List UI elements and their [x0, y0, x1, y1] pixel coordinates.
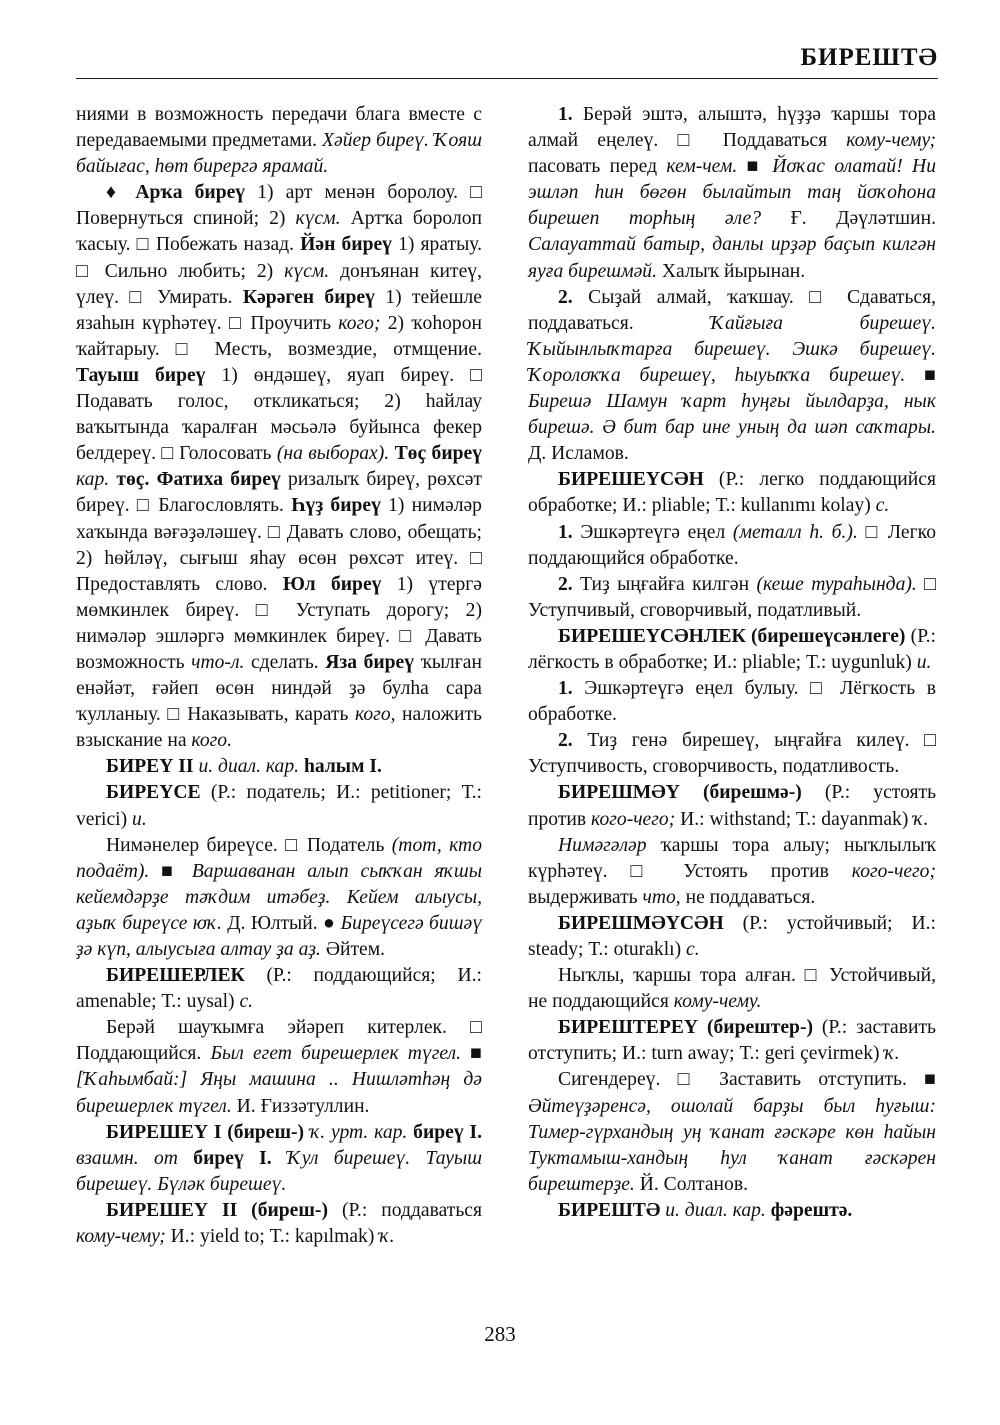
right-column-entry: БИРЕШМӘҮСӘН (Р.: устойчивый; И.: steady; Т.: oturaklı) с.: [528, 912, 936, 960]
right-column-entry: 1. Эшкәртеүгә еңел (металл һ. б.). □ Легко поддающийся обработке.: [528, 521, 936, 569]
right-column-entry: 2. Сыҙай алмай, ҡаҡшау. □ Сдаваться, поддаваться. Ҡайғыға бирешеү. Ҡыйынлыҡтарға бирешеү. Эшкә бирешеү. Ҡоролоҡҡа бирешеү, һыуыҡҡа бирешеү. ■ Бирешә Шамун ҡарт һуңғы йылдарҙа, нык бирешә. Ә бит бар ине уның да шәп саҡтары. Д. Исламов.: [528, 286, 936, 465]
running-head: БИРЕШТӘ: [800, 44, 938, 71]
left-column-entry: БИРЕҮСЕ (Р.: податель; И.: petitioner; Т.: verici) и.: [76, 782, 482, 830]
header-rule: [76, 78, 938, 79]
left-column-entry: Берәй шауҡымға эйәреп китерлек. □ Поддающийся. Был егет бирешерлек түгел. ■ [Ҡаһымбай:] Яңы машина .. Нишләтһәң дә бирешерлек түгел. И. Ғиззәтуллин.: [76, 1017, 482, 1117]
left-column: [76, 102, 482, 1250]
right-column-entry: БИРЕШМӘҮ (бирешмә-) (Р.: устоять против кого-чего; И.: withstand; Т.: dayanmak) ҡ.: [528, 782, 937, 830]
left-column-entry: Нимәнелер биреүсе. □ Податель (тот, кто подаёт). ■ Варшаванан алып сыҡҡан яҡшы кейемдәрҙе тәҡдим итәбеҙ. Кейем алыусы, аҙыҡ биреүсе юҡ. Д. Юлтый. ● Биреүсегә бишәү ҙә күп, алыусыға алтау ҙа аҙ. Әйтем.: [76, 834, 482, 960]
page-number: 283: [484, 1322, 516, 1346]
left-column-entry: БИРЕҮ II и. диал. кар. һалым I.: [106, 756, 382, 778]
right-column-entry: БИРЕШТЕРЕҮ (бирештер-) (Р.: заставить отступить; И.: turn away; Т.: geri çevirmek) ҡ.: [528, 1017, 936, 1065]
left-column-entry: ♦ Арҡа биреү 1) арт менән боролоу. □ Повернуться спиной; 2) күсм. Артҡа боролоп ҡасыу. □ Побежать назад. Йән биреү 1) яратыу. □ Сильно любить; 2) күсм. донъянан китеү, үлеү. □ Умирать. Кәрәген биреү 1) тейешле язаһын күрһәтеү. □ Проучить кого; 2) ҡоһорон ҡайтарыу. □ Месть, возмездие, отмщение. Тауыш биреү 1) өндәшеү, яуап биреү. □ Подавать голос, откликаться; 2) һайлау ваҡытында ҡаралған мәсьәлә буйынса фекер белдереү. □ Голосовать (на выборах). Төҫ биреү кар. төҫ. Фатиха биреү ризалыҡ биреү, рөхсәт биреү. □ Благословлять. Һүҙ биреү 1) нимәләр хаҡында вәғәҙәләшеү. □ Давать слово, обещать; 2) һөйләү, сығыш яһау өсөн рөхсәт итеү. □ Предоставлять слово. Юл биреү 1) үтергә мөмкинлек биреү. □ Уступать дорогу; 2) нимәләр эшләргә мөмкинлек биреү. □ Давать возможность что-л. сделать. Яза биреү ҡылған енәйәт, ғәйеп өсөн ниндәй ҙә булһа сара ҡулланыу. □ Наказывать, карать кого, наложить взыскание на кого.: [76, 182, 483, 752]
left-column-entry: БИРЕШЕРЛЕК (Р.: поддающийся; И.: amenable; Т.: uysal) с.: [76, 965, 482, 1013]
right-column-entry: Сигендереү. □ Заставить отступить. ■ Әйтеүҙәренсә, ошолай барҙы был һуғыш: Тимер-гүрхандың уң ҡанат ғәскәре көн һайын Туктамыш-хандың һул ҡанат ғәскәрен бирештерҙе. Й. Солтанов.: [528, 1069, 936, 1195]
right-column-entry: 2. Тиҙ генә бирешеү, ыңғайға килеү. □ Уступчивость, сговорчивость, податливость.: [528, 730, 936, 778]
right-column-entry: БИРЕШЕҮСӘН (Р.: легко поддающийся обработке; И.: pliable; Т.: kullanımı kolay) с.: [528, 469, 936, 517]
right-column-entry: 2. Тиҙ ыңғайға килгән (кеше тураһында). □ Уступчивый, сговорчивый, податливый.: [528, 573, 937, 621]
right-column-entry: Ныҡлы, ҡаршы тора алған. □ Устойчивый, не поддающийся кому-чему.: [528, 965, 936, 1013]
right-column-entry: БИРЕШЕҮСӘНЛЕК (бирешеүсәнлеге) (Р.: лёгкость в обработке; И.: pliable; Т.: uygunluk) и.: [528, 625, 936, 673]
right-column: [528, 102, 936, 1224]
left-column-entry: БИРЕШЕҮ I (биреш-) ҡ. урт. кар. биреү I. взаимн. от биреү I. Ҡул бирешеү. Тауыш бирешеү. Бүләк бирешеү.: [76, 1121, 483, 1195]
right-column-entry: БИРЕШТӘ и. диал. кар. фәрештә.: [558, 1199, 853, 1221]
right-column-entry: 1. Берәй эштә, алыштә, һүҙҙә ҡаршы тора алмай еңелеү. □ Поддаваться кому-чему; пасовать перед кем-чем. ■ Йоҡас олатай! Ни эшләп һин бөгөн былайтып таң йоҡоһона бирешеп торһың әле? Ғ. Дәүләтшин. Салауаттай батыр, данлы ирҙәр баҫып килгән яуға бирешмәй. Халыҡ йырынан.: [528, 104, 936, 282]
left-column-entry: БИРЕШЕҮ II (биреш-) (Р.: поддаваться кому-чему; И.: yield to; Т.: kapılmak) ҡ.: [76, 1199, 483, 1248]
left-column-entry: ниями в возможность передачи блага вместе с передаваемыми предметами. Хәйер биреү. Ҡояш байығас, һөт бирергә ярамай.: [76, 104, 482, 178]
right-column-entry: Нимәгәләр ҡаршы тора алыу; ныҡлылыҡ күрһәтеү. □ Устоять против кого-чего; выдерживать что, не поддаваться.: [528, 834, 936, 908]
right-column-entry: 1. Эшкәртеүгә еңел булыу. □ Лёгкость в обработке.: [528, 678, 936, 726]
